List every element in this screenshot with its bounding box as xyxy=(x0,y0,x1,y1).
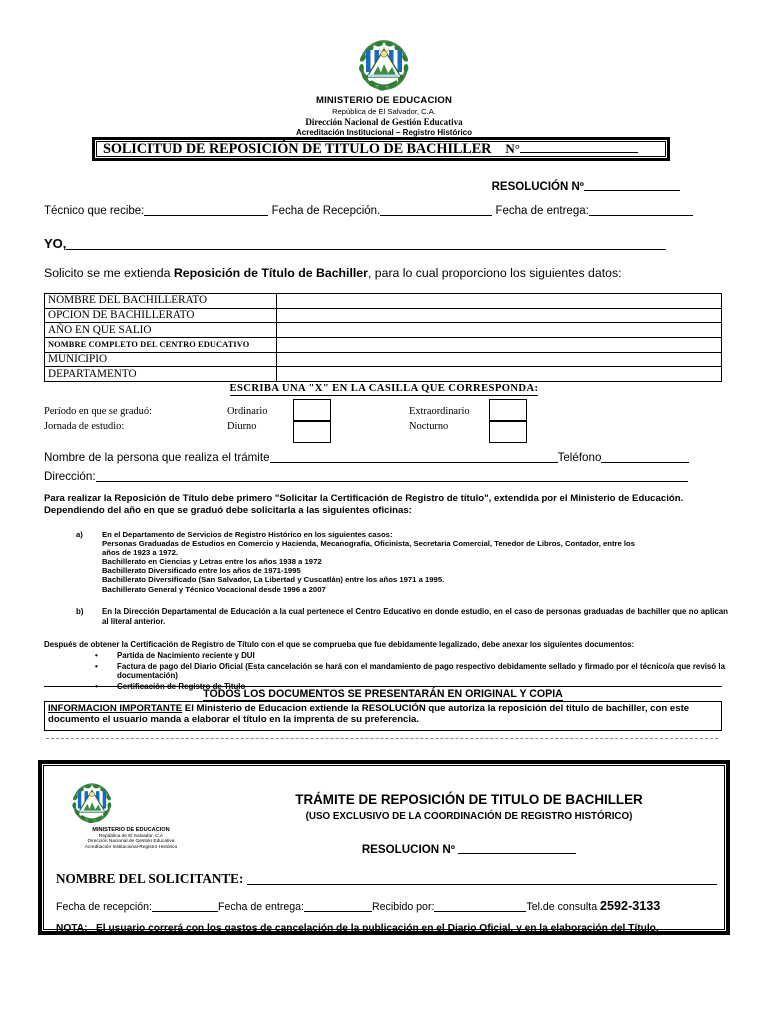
title-number-label: N° xyxy=(505,141,520,156)
receipt-fecha-entrega-label: Fecha de entrega: xyxy=(218,901,304,913)
resolucion-field[interactable] xyxy=(492,179,680,193)
receipt-fecha-recepcion-label: Fecha de recepción: xyxy=(56,901,152,913)
instructions-item-a xyxy=(76,530,728,594)
tecnico-label: Técnico que recibe: xyxy=(44,205,145,217)
receipt-fecha-entrega-blank[interactable] xyxy=(304,900,372,912)
checkbox-extraordinario[interactable] xyxy=(489,399,527,421)
accreditation-name: Acreditación Institucional – Registro Histórico xyxy=(295,128,473,137)
jornada-label: Jornada de estudio: xyxy=(44,421,125,432)
receipt-nota-row xyxy=(56,923,659,934)
receipt-dates-row xyxy=(56,899,660,913)
bottom-ministry-name: MINISTERIO DE EDUCACION xyxy=(92,827,170,833)
receipt-resolucion-blank[interactable] xyxy=(458,842,576,854)
checkbox-instruction-text: ESCRIBA UNA "X" EN LA CASILLA QUE CORRESPONDA: xyxy=(229,383,539,394)
solicito-paragraph xyxy=(44,266,622,280)
row-label-opcion-bachillerato: OPCION DE BACHILLERATO xyxy=(45,308,277,323)
intake-row xyxy=(44,203,693,217)
resolucion-blank[interactable] xyxy=(584,179,680,191)
item-a-sub-0: Personas Graduadas de Estudios en Comercio y Hacienda, Mecanografía, Oficinista, Secretaria Comercial, Tenedor de Libros, Contador, entre los xyxy=(102,539,636,549)
country-name: República de El Salvador, C.A. xyxy=(332,107,436,116)
yo-blank[interactable] xyxy=(66,236,666,250)
item-a-sub-4: Bachillerato Diversificado (San Salvador, La Libertad y Cuscatlán) entre los años 1971 a 1995. xyxy=(102,575,445,585)
receipt-resolucion-field[interactable] xyxy=(234,842,704,856)
tramite-receipt-box xyxy=(38,760,730,935)
bachillerato-data-table xyxy=(44,293,722,382)
row-label-centro-educativo: NOMBRE COMPLETO DEL CENTRO EDUCATIVO xyxy=(45,338,277,353)
receipt-resolucion-label: RESOLUCION Nº xyxy=(361,843,455,856)
nombre-persona-label: Nombre de la persona que realiza el trámite xyxy=(44,451,270,464)
checkbox-group xyxy=(44,400,734,444)
document-2: Certificación de Registro de Titulo xyxy=(117,681,246,691)
table-row xyxy=(45,308,722,323)
receipt-recibido-label: Recibido por: xyxy=(372,901,435,913)
solicito-suffix: , para lo cual proporciono los siguientes datos: xyxy=(367,266,622,280)
nombre-persona-blank[interactable] xyxy=(270,450,558,463)
bullet-icon: • xyxy=(95,681,98,691)
row-value-municipio[interactable] xyxy=(277,352,722,367)
diurno-label: Diurno xyxy=(227,421,257,432)
item-a-marker: a) xyxy=(76,530,83,539)
ordinario-label: Ordinario xyxy=(227,406,268,417)
checkbox-nocturno[interactable] xyxy=(489,421,527,443)
row-value-ano-salio[interactable] xyxy=(277,323,722,338)
direccion-label: Dirección: xyxy=(44,470,96,483)
receipt-nombre-blank[interactable] xyxy=(247,872,717,885)
item-a-head: En el Departamento de Servicios de Registro Histórico en los siguientes casos: xyxy=(102,530,393,539)
instructions-item-b xyxy=(76,607,728,626)
row-value-centro-educativo[interactable] xyxy=(277,338,722,353)
receipt-tel-value: 2592-3133 xyxy=(600,899,661,913)
item-a-sub-1: años de 1923 a 1972. xyxy=(102,548,179,558)
bottom-emblem-container xyxy=(66,780,196,850)
yo-field[interactable] xyxy=(44,236,666,251)
informacion-importante-label: INFORMACION IMPORTANTE xyxy=(48,703,183,714)
document-0: Partida de Nacimiento reciente y DUI xyxy=(117,651,255,660)
bullet-icon: • xyxy=(95,651,98,660)
table-row xyxy=(45,352,722,367)
page-title: SOLICITUD DE REPOSICIÓN DE TITULO DE BACHILLER xyxy=(103,140,492,157)
fecha-recepcion-blank[interactable] xyxy=(380,203,492,216)
row-value-nombre-bachillerato[interactable] xyxy=(277,294,722,309)
fecha-entrega-blank[interactable] xyxy=(589,203,693,216)
receipt-nota-text: El usuario correrá con los gastos de cancelación de la publicación en el Diario Oficial, y en la elaboración del Título. xyxy=(96,923,659,934)
fecha-recepcion-label: Fecha de Recepción. xyxy=(271,205,381,217)
row-label-departamento: DEPARTAMENTO xyxy=(45,367,277,382)
receipt-nombre-label: NOMBRE DEL SOLICITANTE: xyxy=(56,871,244,886)
item-a-sub-3: Bachillerato Diversificado entre los años de 1971-1995 xyxy=(102,566,301,576)
direction-name: Dirección Nacional de Gestión Educativa xyxy=(305,117,463,127)
todos-documentos-text: TODOS LOS DOCUMENTOS SE PRESENTARÁN EN ORIGINAL Y COPIA xyxy=(203,688,563,700)
receipt-fecha-recepcion-blank[interactable] xyxy=(152,900,218,912)
row-label-nombre-bachillerato: NOMBRE DEL BACHILLERATO xyxy=(45,294,277,309)
row-value-opcion-bachillerato[interactable] xyxy=(277,308,722,323)
item-b-marker: b) xyxy=(76,607,84,616)
tramite-person-row xyxy=(44,450,689,464)
periodo-label: Período en que se graduó: xyxy=(44,406,152,417)
solicito-prefix: Solicito se me extienda xyxy=(44,266,174,280)
instructions-line2: Dependiendo del año en que se graduó debe solicitarla a las siguientes oficinas: xyxy=(44,504,412,516)
telefono-blank[interactable] xyxy=(601,450,689,463)
direccion-blank[interactable] xyxy=(96,469,688,482)
nocturno-label: Nocturno xyxy=(409,421,449,432)
informacion-importante-text: El Ministerio de Educacion extiende la RESOLUCIÓN que autoriza la reposición del titulo de bachiller, con este documento el usuario manda a elaborar el título en la imprenta de su preferencia. xyxy=(48,703,690,726)
document-1: Factura de pago del Diario Oficial (Esta cancelación se hará con el mandamiento de pago respectivo debidamente sellado y firmado por el técnico/a que revisó la documentación) xyxy=(117,661,725,681)
table-row xyxy=(45,367,722,382)
receipt-subtitle: (USO EXCLUSIVO DE LA COORDINACIÓN DE REGISTRO HISTÓRICO) xyxy=(305,811,633,822)
extraordinario-label: Extraordinario xyxy=(409,406,470,417)
row-value-departamento[interactable] xyxy=(277,367,722,382)
despues-paragraph: Después de obtener la Certificación de Registro de Título con el que se comprueba que fue debidamente legalizado, debe anexar los siguientes documentos: xyxy=(44,640,635,649)
todos-documentos-notice xyxy=(44,688,722,700)
main-title-box xyxy=(92,137,670,161)
notice-top-rule xyxy=(44,686,722,687)
receipt-tel-label: Tel.de consulta xyxy=(526,901,598,913)
list-item xyxy=(95,662,725,681)
bottom-country-name: República de El Salvador, C.A xyxy=(98,833,164,839)
ministry-emblem-container xyxy=(0,36,768,94)
yo-label: YO, xyxy=(44,236,67,251)
cut-line-divider xyxy=(46,738,718,739)
bottom-direction-name: Dirección Nacional de Gestión Educativa xyxy=(87,839,175,844)
list-item xyxy=(95,651,725,661)
informacion-importante-box xyxy=(44,701,722,731)
telefono-label: Teléfono xyxy=(557,451,602,464)
direccion-row xyxy=(44,469,688,483)
row-label-ano-salio: AÑO EN QUE SALIO xyxy=(45,323,277,338)
title-number-field[interactable] xyxy=(491,141,638,157)
table-row xyxy=(45,323,722,338)
receipt-title: TRÁMITE DE REPOSICIÓN DE TITULO DE BACHILLER xyxy=(295,792,643,807)
item-b-text: En la Dirección Departamental de Educación a la cual pertenece el Centro Educativo en donde estudio, en el caso de personas graduadas de bachiller que no aplican al literal anterior. xyxy=(102,607,728,626)
solicito-bold: Reposición de Título de Bachiller xyxy=(173,266,368,280)
checkbox-instruction xyxy=(0,383,768,394)
el-salvador-coat-of-arms-icon xyxy=(66,780,196,826)
receipt-recibido-blank[interactable] xyxy=(434,900,526,912)
item-a-sub-5: Bachillerato General y Técnico Vocacional desde 1996 a 2007 xyxy=(102,584,326,594)
bullet-icon: • xyxy=(95,661,98,671)
instructions-line1a: Para realizar la Reposición de Título debe primero "Solicitar la xyxy=(44,493,331,504)
document-header xyxy=(0,36,768,137)
row-label-municipio: MUNICIPIO xyxy=(45,352,277,367)
el-salvador-coat-of-arms-icon xyxy=(351,36,417,94)
instructions-line1b: Certificación de Registro de título", extendida por el Ministerio de Educación. xyxy=(330,493,684,504)
receipt-nota-label: NOTA: xyxy=(56,923,88,934)
checkbox-ordinario[interactable] xyxy=(293,399,331,421)
bottom-accreditation-name: Acreditación Institucional-Registro Histórico xyxy=(84,844,178,850)
checkbox-diurno[interactable] xyxy=(293,421,331,443)
table-row xyxy=(45,338,722,353)
item-a-sub-2: Bachillerato en Ciencias y Letras entre los años 1938 a 1972 xyxy=(102,557,322,567)
receipt-title-block xyxy=(234,792,704,824)
fecha-entrega-label: Fecha de entrega: xyxy=(495,205,589,217)
table-row xyxy=(45,294,722,309)
tecnico-blank[interactable] xyxy=(144,203,268,216)
resolucion-label: RESOLUCIÓN Nº xyxy=(491,181,584,193)
instructions-paragraph xyxy=(44,493,728,516)
ministry-name: MINISTERIO DE EDUCACION xyxy=(315,95,453,106)
receipt-nombre-field[interactable] xyxy=(56,871,717,887)
